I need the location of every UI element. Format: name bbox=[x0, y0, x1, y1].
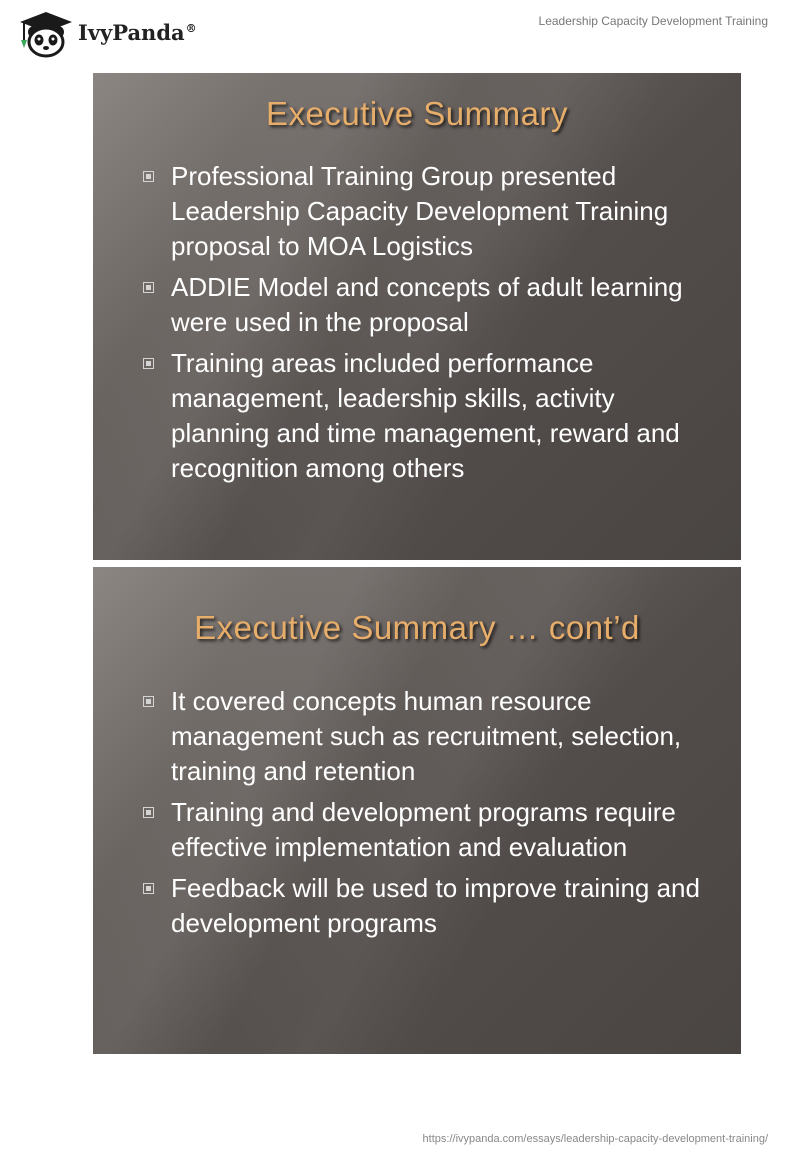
square-bullet-icon bbox=[143, 171, 154, 182]
source-url-link[interactable]: https://ivypanda.com/essays/leadership-capacity-development-training/ bbox=[422, 1133, 768, 1145]
bullet-text: Feedback will be used to improve training and development programs bbox=[171, 873, 700, 938]
slide-2 bbox=[93, 567, 741, 1054]
bullet-list bbox=[143, 159, 711, 492]
ivypanda-logo[interactable] bbox=[16, 8, 76, 58]
bullet-text: It covered concepts human resource management such as recruitment, selection, training and retention bbox=[171, 686, 682, 786]
registered-mark: ® bbox=[185, 22, 197, 35]
square-bullet-icon bbox=[143, 883, 154, 894]
bullet-item bbox=[143, 795, 711, 865]
bullet-text: Training and development programs require effective implementation and evaluation bbox=[171, 797, 676, 862]
bullet-item bbox=[143, 684, 711, 789]
bullet-item bbox=[143, 871, 711, 941]
bullet-text: ADDIE Model and concepts of adult learning were used in the proposal bbox=[171, 272, 683, 337]
bullet-item bbox=[143, 159, 711, 264]
bullet-item bbox=[143, 346, 711, 486]
bullet-list bbox=[143, 684, 711, 947]
bullet-text: Training areas included performance management, leadership skills, activity planning and time management, reward and recognition among others bbox=[171, 348, 680, 483]
bullet-item bbox=[143, 270, 711, 340]
bullet-text: Professional Training Group presented Leadership Capacity Development Training proposal to MOA Logistics bbox=[171, 161, 669, 261]
page-header bbox=[0, 0, 800, 70]
square-bullet-icon bbox=[143, 807, 154, 818]
brand-name[interactable] bbox=[78, 20, 197, 45]
slide-1 bbox=[93, 73, 741, 560]
slide-title: Executive Summary … cont’d bbox=[194, 609, 640, 646]
slide-title: Executive Summary bbox=[266, 95, 568, 132]
panda-graduation-cap-icon bbox=[16, 8, 76, 58]
document-title: Leadership Capacity Development Training bbox=[538, 14, 768, 28]
square-bullet-icon bbox=[143, 282, 154, 293]
square-bullet-icon bbox=[143, 696, 154, 707]
square-bullet-icon bbox=[143, 358, 154, 369]
brand-text: IvyPanda bbox=[78, 20, 185, 45]
